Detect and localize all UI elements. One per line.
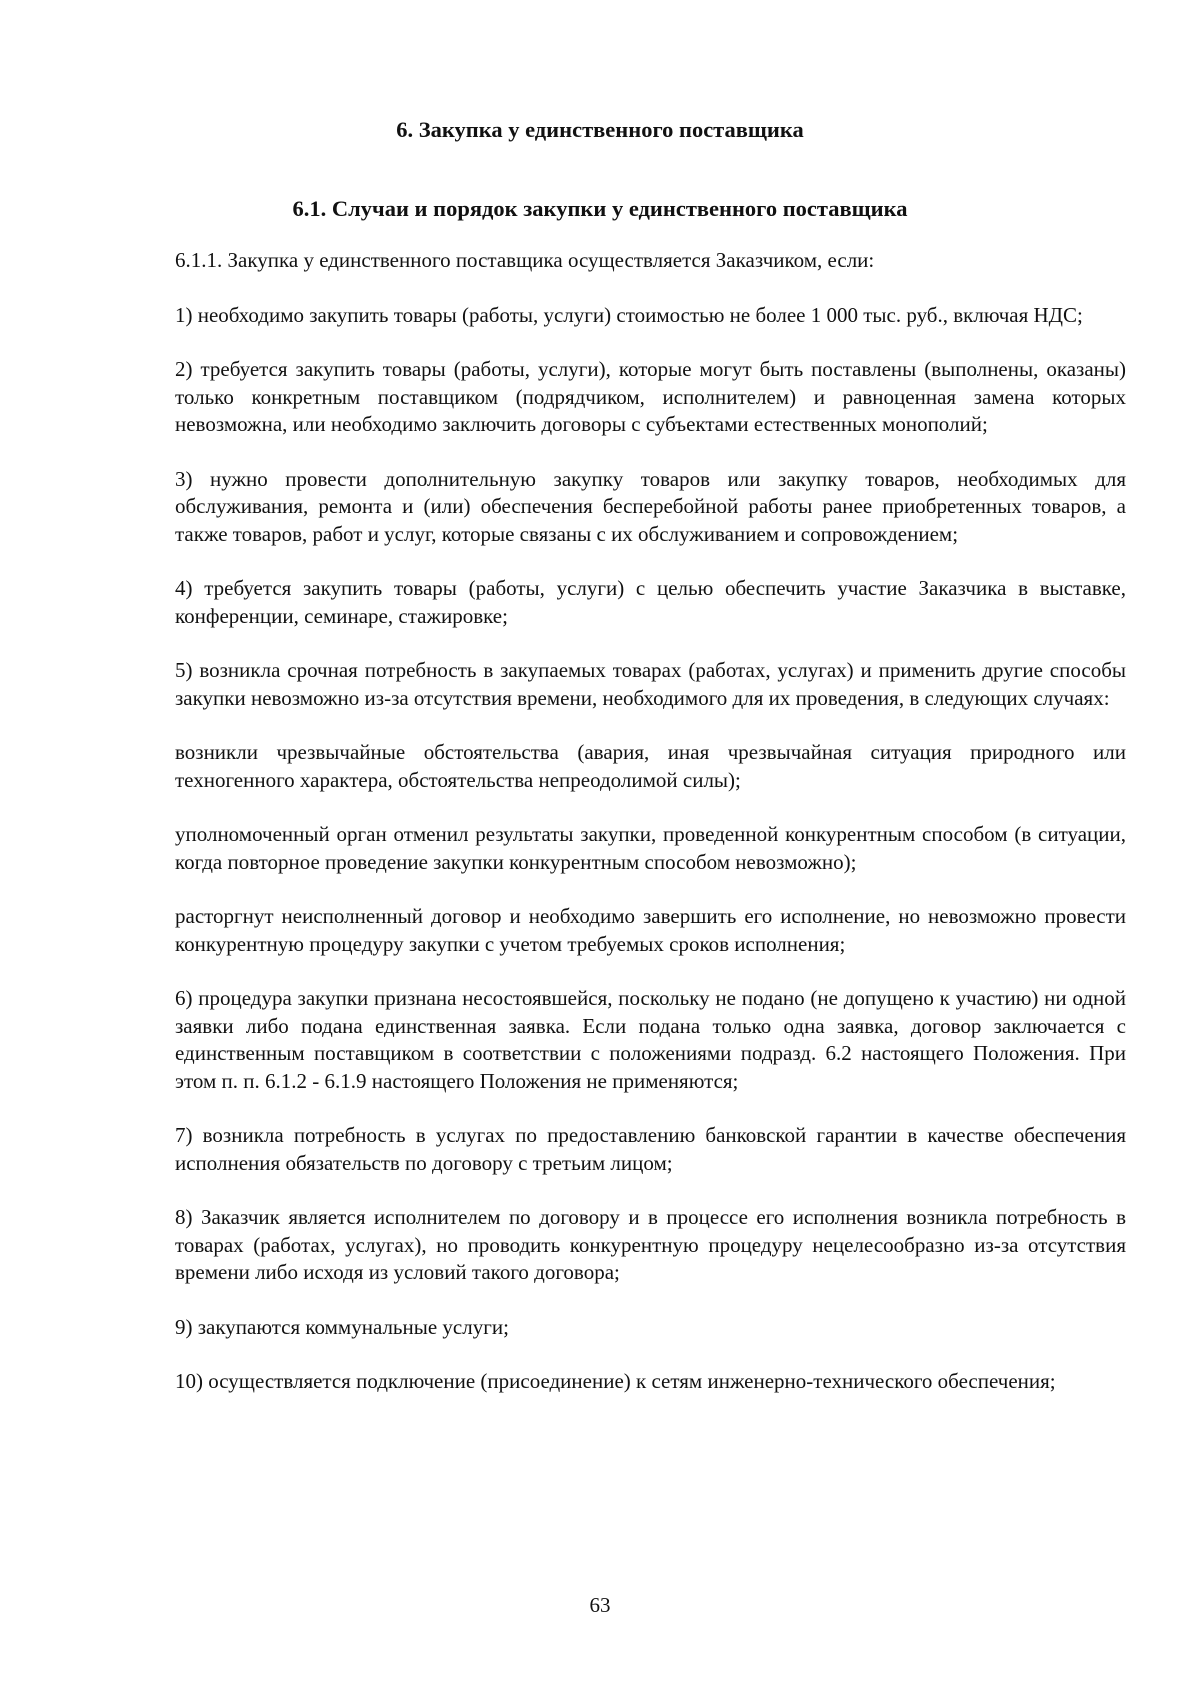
paragraph-item-5: 5) возникла срочная потребность в закупаемых товарах (работах, услугах) и применить другие способы закупки невозможно из-за отсутствия времени, необходимого для их проведения, в следующих случаях:	[175, 658, 1126, 710]
section-title: 6. Закупка у единственного поставщика	[396, 117, 804, 142]
paragraph-item-7: 7) возникла потребность в услугах по предоставлению банковской гарантии в качестве обеспечения исполнения обязательств по договору с третьим лицом;	[175, 1123, 1126, 1175]
paragraph-item-9: 9) закупаются коммунальные услуги;	[175, 1314, 509, 1339]
paragraph-intro: 6.1.1. Закупка у единственного поставщика осуществляется Заказчиком, если:	[175, 248, 875, 272]
paragraph-item-1: 1) необходимо закупить товары (работы, услуги) стоимостью не более 1 000 тыс. руб., включая НДС;	[175, 302, 1083, 327]
paragraph-item-4: 4) требуется закупить товары (работы, услуги) с целью обеспечить участие Заказчика в выставке, конференции, семинаре, стажировке;	[175, 576, 1126, 628]
paragraph-item-10: 10) осуществляется подключение (присоединение) к сетям инженерно-технического обеспечения;	[175, 1369, 1056, 1393]
paragraph-item-5-case-1: возникли чрезвычайные обстоятельства (авария, иная чрезвычайная ситуация природного или техногенного характера, обстоятельства непреодолимой силы);	[175, 740, 1126, 792]
paragraph-item-5-case-3: расторгнут неисполненный договор и необходимо завершить его исполнение, но невозможно провести конкурентную процедуру закупки с учетом требуемых сроков исполнения;	[175, 904, 1126, 956]
document-body	[175, 247, 1126, 1423]
paragraph-item-6: 6) процедура закупки признана несостоявшейся, поскольку не подано (не допущено к участию) ни одной заявки либо подана единственная заявка. Если подана только одна заявка, договор заключается с единственным поставщиком в соответствии с положениями подразд. 6.2 настоящего Положения. При этом п. п. 6.1.2 - 6.1.9 настоящего Положения не применяются;	[175, 986, 1126, 1093]
paragraph-item-5-case-2: уполномоченный орган отменил результаты закупки, проведенной конкурентным способом (в ситуации, когда повторное проведение закупки конкурентным способом невозможно);	[175, 822, 1126, 874]
paragraph-item-2: 2) требуется закупить товары (работы, услуги), которые могут быть поставлены (выполнены, оказаны) только конкретным поставщиком (подрядчиком, исполнителем) и равноценная замена которых невозможна, или необходимо заключить договоры с субъектами естественных монополий;	[175, 357, 1126, 436]
paragraph-item-3: 3) нужно провести дополнительную закупку товаров или закупку товаров, необходимых для обслуживания, ремонта и (или) обеспечения бесперебойной работы ранее приобретенных товаров, а также товаров, работ и услуг, которые связаны с их обслуживанием и сопровождением;	[175, 466, 1126, 546]
paragraph-item-8: 8) Заказчик является исполнителем по договору и в процессе его исполнения возникла потребность в товарах (работах, услугах), но проводить конкурентную процедуру нецелесообразно из-за отсутствия времени либо исходя из условий такого договора;	[175, 1205, 1126, 1284]
page-number: 63	[589, 1593, 611, 1617]
subsection-title: 6.1. Случаи и порядок закупки у единственного поставщика	[292, 196, 908, 221]
